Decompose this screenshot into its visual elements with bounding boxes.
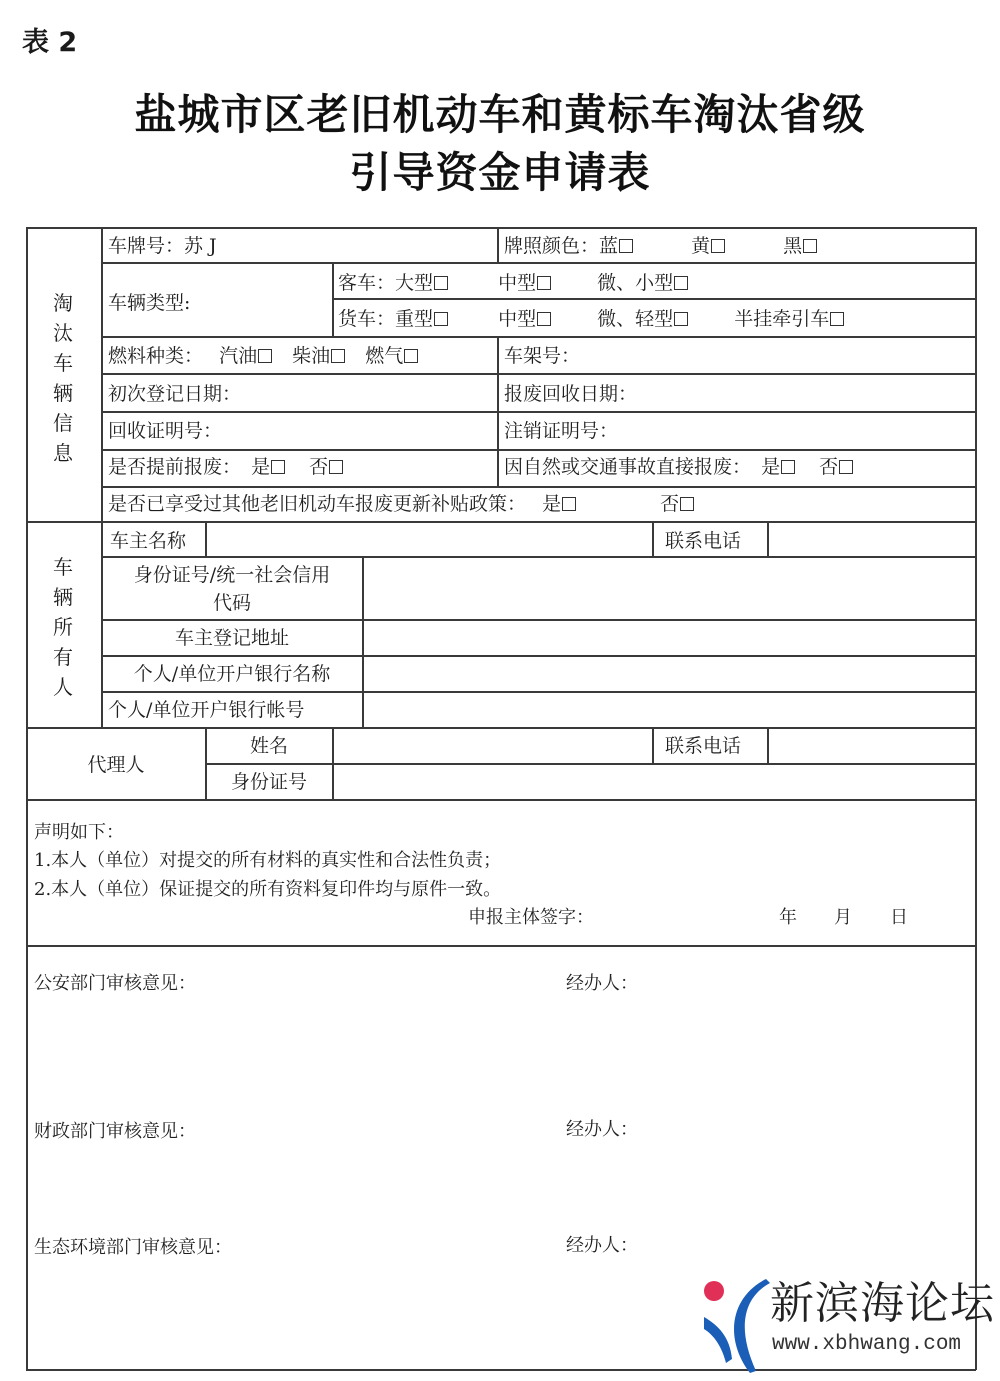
page-title-line2: 引导资金申请表 bbox=[349, 148, 651, 197]
cancel-certificate-field[interactable]: 注销证明号： bbox=[504, 420, 619, 442]
date-day-label: 日 bbox=[890, 907, 908, 928]
id-number-label-line1: 身份证号/统一社会信用 bbox=[133, 564, 331, 586]
owner-name-label: 车主名称 bbox=[110, 530, 187, 552]
checkbox-accident-scrap-yes[interactable] bbox=[781, 460, 795, 474]
review-police-handler: 经办人： bbox=[566, 973, 638, 994]
recycle-certificate-field[interactable]: 回收证明号： bbox=[108, 420, 223, 442]
scrap-recycle-date-field[interactable]: 报废回收日期： bbox=[504, 383, 638, 405]
watermark-name: 新滨海论坛 bbox=[770, 1278, 995, 1329]
bank-name-input[interactable] bbox=[365, 658, 973, 690]
xbh-logo-icon bbox=[700, 1275, 772, 1375]
fuel-type-field: 燃料种类： 汽油 柴油 燃气 bbox=[108, 345, 418, 367]
checkbox-other-subsidy-yes[interactable] bbox=[562, 497, 576, 511]
checkbox-early-scrap-no[interactable] bbox=[329, 460, 343, 474]
checkbox-other-subsidy-no[interactable] bbox=[680, 497, 694, 511]
review-environment-handler: 经办人： bbox=[566, 1235, 638, 1256]
date-year-label: 年 bbox=[779, 907, 797, 928]
applicant-signature-input[interactable] bbox=[610, 902, 770, 930]
review-finance-input[interactable] bbox=[34, 1148, 964, 1228]
vehicle-type-label: 车辆类型: bbox=[108, 292, 191, 314]
checkbox-plate-yellow[interactable] bbox=[711, 239, 725, 253]
owner-address-input[interactable] bbox=[365, 622, 973, 654]
checkbox-passenger-large[interactable] bbox=[434, 276, 448, 290]
plate-color-field: 牌照颜色：蓝 黄 黑 bbox=[504, 235, 817, 257]
page-title-line1: 盐城市区老旧机动车和黄标车淘汰省级 bbox=[134, 90, 866, 139]
agent-heading: 代理人 bbox=[87, 754, 145, 776]
accident-scrap-field: 因自然或交通事故直接报废： 是 否 bbox=[504, 456, 853, 478]
review-police-label: 公安部门审核意见： bbox=[34, 973, 196, 994]
declaration-heading: 声明如下： bbox=[34, 822, 124, 843]
checkbox-truck-heavy[interactable] bbox=[434, 312, 448, 326]
applicant-signature-label: 申报主体签字： bbox=[468, 907, 594, 928]
date-month-label: 月 bbox=[834, 907, 852, 928]
watermark-url: www.xbhwang.com bbox=[772, 1333, 962, 1356]
agent-phone-input[interactable] bbox=[770, 730, 973, 762]
bank-account-input[interactable] bbox=[365, 694, 973, 726]
declaration-item-1: 1.本人（单位）对提交的所有材料的真实性和合法性负责； bbox=[34, 850, 502, 871]
review-environment-input[interactable] bbox=[34, 1264, 684, 1364]
watermark-logo bbox=[700, 1275, 1000, 1375]
owner-phone-input[interactable] bbox=[770, 524, 973, 555]
checkbox-truck-semitrailer[interactable] bbox=[830, 312, 844, 326]
bank-account-label: 个人/单位开户银行帐号 bbox=[108, 699, 305, 721]
review-police-input[interactable] bbox=[34, 1000, 964, 1100]
id-number-label-line2: 代码 bbox=[212, 592, 251, 614]
checkbox-fuel-gasoline[interactable] bbox=[258, 349, 272, 363]
checkbox-passenger-small[interactable] bbox=[674, 276, 688, 290]
agent-name-input[interactable] bbox=[335, 730, 650, 762]
checkbox-fuel-diesel[interactable] bbox=[331, 349, 345, 363]
frame-number-field[interactable]: 车架号： bbox=[504, 345, 581, 367]
checkbox-plate-blue[interactable] bbox=[619, 239, 633, 253]
other-subsidy-field: 是否已享受过其他老旧机动车报废更新补贴政策： 是 否 bbox=[108, 493, 694, 515]
declaration-item-2: 2.本人（单位）保证提交的所有资料复印件均与原件一致。 bbox=[34, 879, 502, 900]
early-scrap-field: 是否提前报废： 是 否 bbox=[108, 456, 343, 478]
review-finance-label: 财政部门审核意见： bbox=[34, 1121, 196, 1142]
checkbox-early-scrap-yes[interactable] bbox=[271, 460, 285, 474]
truck-options: 货车：重型 中型 微、轻型 半挂牵引车 bbox=[338, 308, 844, 330]
agent-id-label: 身份证号 bbox=[230, 771, 307, 793]
agent-name-label: 姓名 bbox=[249, 735, 288, 757]
owner-address-label: 车主登记地址 bbox=[174, 627, 289, 649]
owner-name-input[interactable] bbox=[208, 524, 650, 555]
checkbox-truck-light[interactable] bbox=[674, 312, 688, 326]
review-finance-handler: 经办人： bbox=[566, 1119, 638, 1140]
first-registration-date-field[interactable]: 初次登记日期： bbox=[108, 383, 242, 405]
passenger-vehicle-options: 客车：大型 中型 微、小型 bbox=[338, 272, 688, 294]
plate-number-field[interactable]: 车牌号：苏 J bbox=[108, 235, 217, 257]
agent-phone-label: 联系电话 bbox=[665, 735, 742, 757]
review-environment-label: 生态环境部门审核意见： bbox=[34, 1237, 232, 1258]
owner-phone-label: 联系电话 bbox=[665, 530, 742, 552]
id-number-input[interactable] bbox=[365, 559, 973, 618]
checkbox-plate-black[interactable] bbox=[803, 239, 817, 253]
agent-id-input[interactable] bbox=[335, 766, 973, 798]
section-heading-vehicle-info: 淘 汰 车 辆 信 息 bbox=[53, 291, 73, 465]
checkbox-passenger-medium[interactable] bbox=[537, 276, 551, 290]
document-label: 表 2 bbox=[22, 27, 78, 58]
checkbox-truck-medium[interactable] bbox=[537, 312, 551, 326]
bank-name-label: 个人/单位开户银行名称 bbox=[133, 663, 331, 685]
section-heading-vehicle-owner: 车 辆 所 有 人 bbox=[53, 555, 73, 699]
checkbox-accident-scrap-no[interactable] bbox=[839, 460, 853, 474]
checkbox-fuel-gas[interactable] bbox=[404, 349, 418, 363]
